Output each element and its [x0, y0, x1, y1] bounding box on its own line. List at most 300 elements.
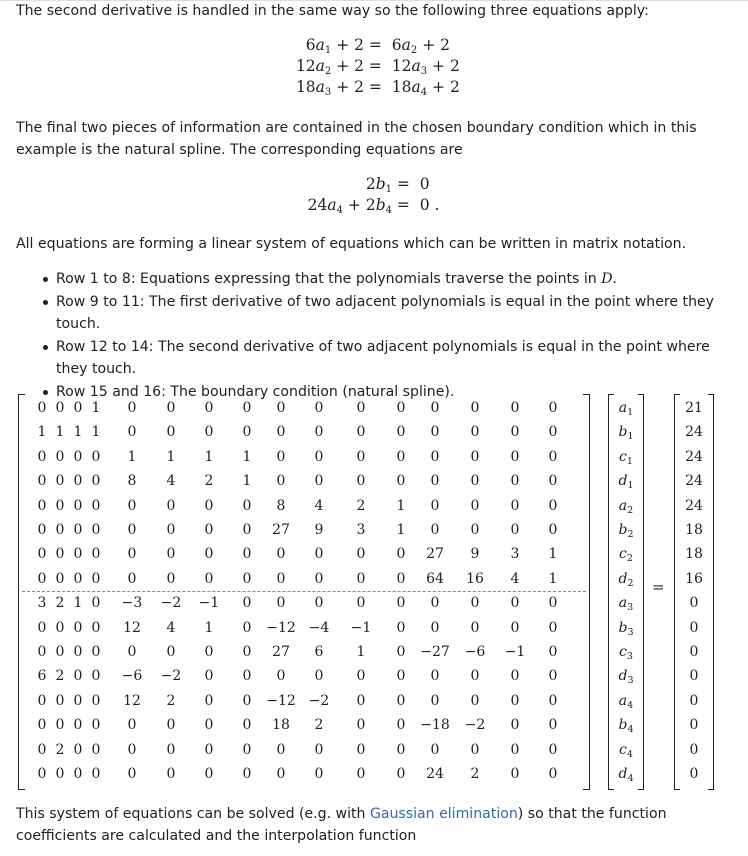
matrix-cell: 0 [242, 400, 252, 416]
matrix-cell: 2 [356, 497, 366, 514]
matrix-cell: −27 [420, 644, 450, 660]
matrix-cell: −2 [160, 668, 182, 685]
matrix-cell: 2 [314, 717, 324, 734]
matrix-cell: 2 [55, 741, 65, 758]
matrix-cell: 0 [396, 619, 406, 636]
matrix-cell: 0 [548, 644, 558, 660]
matrix-cell: 0 [548, 717, 558, 734]
matrix-cell: 0 [91, 668, 101, 685]
second-derivative-equation-3: $18a_3 + 2$ = $18a_4 + 2$ [295, 78, 460, 98]
unknown-b1: $b_1$ [618, 424, 634, 443]
matrix-cell: 0 [204, 497, 214, 514]
matrix-cell: 0 [73, 668, 83, 685]
matrix-cell: 0 [55, 692, 65, 709]
matrix-cell: 0 [91, 448, 101, 465]
matrix-cell: 0 [430, 424, 440, 441]
matrix-cell: 1 [242, 473, 252, 490]
matrix-cell: 0 [37, 741, 47, 758]
matrix-cell: 0 [548, 668, 558, 685]
unknown-b3: $b_3$ [618, 619, 634, 638]
matrix-cell: 0 [314, 766, 324, 782]
unknown-c1: $c_1$ [619, 448, 633, 467]
matrix-cell: 0 [430, 692, 440, 709]
matrix-cell: 0 [91, 692, 101, 709]
unknown-c2: $c_2$ [619, 546, 633, 565]
matrix-cell: 0 [91, 473, 101, 490]
matrix-cell: 0 [166, 546, 176, 563]
rhs-value: 24 [685, 448, 703, 465]
matrix-cell: 3 [356, 522, 366, 538]
matrix-cell: 0 [73, 717, 83, 734]
matrix-cell: 1 [166, 448, 176, 465]
matrix-cell: 0 [356, 668, 366, 685]
matrix-cell: 0 [356, 400, 366, 416]
second-derivative-equations [0, 35, 748, 98]
matrix-cell: 0 [510, 473, 520, 490]
matrix-cell: 0 [242, 766, 252, 782]
unknown-a2: $a_2$ [618, 497, 634, 516]
second-derivative-equation-2: $12a_2 + 2$ = $12a_3 + 2$ [295, 57, 460, 77]
matrix-cell: 0 [91, 644, 101, 660]
unknown-d2: $d_2$ [618, 570, 634, 589]
matrix-cell: 0 [55, 522, 65, 538]
matrix-cell: 0 [430, 497, 440, 514]
row-description-list [40, 268, 720, 403]
matrix-cell: 0 [242, 546, 252, 563]
matrix-cell: 0 [548, 741, 558, 758]
matrix-cell: 0 [548, 448, 558, 465]
matrix-cell: 0 [127, 644, 137, 660]
matrix-cell: 0 [166, 424, 176, 441]
rhs-value: 0 [689, 668, 699, 685]
matrix-cell: 0 [127, 497, 137, 514]
matrix-right-bracket [583, 394, 590, 790]
equals-sign: = [652, 578, 665, 596]
matrix-cell: 0 [470, 473, 480, 490]
matrix-cell: 0 [91, 570, 101, 587]
matrix-cell: 0 [548, 619, 558, 636]
matrix-cell: 0 [204, 546, 214, 563]
matrix-cell: 0 [55, 448, 65, 465]
matrix-cell: 0 [356, 741, 366, 758]
matrix-cell: 6 [37, 668, 47, 685]
matrix-cell: 0 [91, 522, 101, 538]
matrix-cell: 0 [396, 766, 406, 782]
matrix-cell: 0 [91, 766, 101, 782]
matrix-cell: 0 [55, 644, 65, 660]
matrix-cell: 0 [356, 717, 366, 734]
matrix-cell: 0 [242, 522, 252, 538]
matrix-cell: 0 [55, 546, 65, 563]
matrix-cell: 0 [276, 448, 286, 465]
matrix-cell: 1 [548, 570, 558, 587]
matrix-cell: 0 [37, 692, 47, 709]
rhs-value: 0 [689, 644, 699, 660]
matrix-cell: 3 [37, 595, 47, 612]
matrix-cell: 0 [548, 522, 558, 538]
matrix-cell: −6 [121, 668, 143, 685]
matrix-cell: 1 [55, 424, 65, 441]
rhs-value: 0 [689, 595, 699, 612]
matrix-cell: 0 [510, 497, 520, 514]
matrix-cell: 12 [123, 692, 141, 709]
matrix-cell: 0 [276, 424, 286, 441]
matrix-cell: 0 [242, 619, 252, 636]
matrix-cell: 0 [470, 619, 480, 636]
matrix-cell: 0 [314, 448, 324, 465]
matrix-cell: 1 [91, 424, 101, 441]
matrix-cell: 0 [314, 595, 324, 612]
matrix-cell: 0 [204, 570, 214, 587]
matrix-intro: All equations are forming a linear system of equations which can be written in matrix notation. [16, 236, 687, 252]
matrix-cell: 0 [396, 473, 406, 490]
matrix-cell: 0 [356, 766, 366, 782]
rhs-value: 18 [685, 522, 703, 538]
boundary-equations [0, 174, 748, 216]
matrix-cell: 0 [73, 570, 83, 587]
matrix-cell: 0 [55, 766, 65, 782]
matrix-cell: −3 [121, 595, 143, 612]
matrix-cell: 0 [314, 741, 324, 758]
matrix-cell: 2 [204, 473, 214, 490]
matrix-cell: 0 [127, 570, 137, 587]
matrix-cell: 0 [276, 668, 286, 685]
matrix-cell: 0 [37, 497, 47, 514]
matrix-cell: 0 [127, 766, 137, 782]
unknown-a4: $a_4$ [618, 692, 634, 711]
matrix-cell: 1 [127, 448, 137, 465]
matrix-cell: 0 [91, 717, 101, 734]
matrix-cell: 0 [276, 595, 286, 612]
matrix-cell: 9 [314, 522, 324, 538]
matrix-cell: 0 [204, 717, 214, 734]
matrix-cell: 4 [166, 473, 176, 490]
matrix-cell: 0 [73, 473, 83, 490]
matrix-cell: 2 [55, 595, 65, 612]
matrix-cell: 0 [470, 741, 480, 758]
matrix-cell: 0 [356, 570, 366, 587]
matrix-cell: 0 [276, 766, 286, 782]
rhs-vector [674, 394, 714, 788]
matrix-cell: 0 [37, 570, 47, 587]
matrix-cell: 0 [396, 424, 406, 441]
matrix-cell: 0 [37, 400, 47, 416]
bullet-rows-9-11: Row 9 to 11: The first derivative of two adjacent polynomials is equal in the point where they touch. [40, 291, 720, 336]
matrix-cell: 1 [73, 424, 83, 441]
matrix-cell: 0 [396, 400, 406, 416]
matrix-cell: −4 [308, 619, 330, 636]
matrix-cell: 0 [356, 448, 366, 465]
matrix-cell: 6 [314, 644, 324, 660]
matrix-cell: 16 [466, 570, 484, 587]
boundary-equation-1: $2b_1$ = 0 [365, 175, 430, 195]
matrix-cell: 0 [242, 595, 252, 612]
matrix-cell: 0 [91, 497, 101, 514]
matrix-cell: 0 [127, 546, 137, 563]
rhs-value: 24 [685, 497, 703, 514]
rhs-value: 0 [689, 717, 699, 734]
matrix-cell: 0 [204, 400, 214, 416]
matrix-cell: 2 [166, 692, 176, 709]
matrix-cell: 0 [242, 741, 252, 758]
matrix-cell: 0 [314, 424, 324, 441]
matrix-cell: 0 [37, 546, 47, 563]
matrix-cell: 0 [73, 644, 83, 660]
matrix-cell: 0 [548, 424, 558, 441]
matrix-cell: 0 [73, 522, 83, 538]
matrix-cell: 0 [242, 644, 252, 660]
matrix-cell: 0 [276, 473, 286, 490]
matrix-cell: 0 [470, 424, 480, 441]
matrix-cell: 0 [127, 424, 137, 441]
matrix-cell: 0 [276, 400, 286, 416]
matrix-cell: 1 [396, 522, 406, 538]
second-derivative-equation-variable: a [315, 78, 325, 96]
unknown-b4: $b_4$ [618, 717, 634, 736]
matrix-cell: 0 [204, 424, 214, 441]
matrix-cell: 0 [204, 692, 214, 709]
matrix-cell: 0 [242, 570, 252, 587]
unknown-d1: $d_1$ [618, 473, 634, 492]
matrix-cell: 0 [166, 570, 176, 587]
unknown-a1: $a_1$ [618, 400, 634, 418]
matrix-cell: 0 [430, 595, 440, 612]
rhs-value: 0 [689, 619, 699, 636]
matrix-cell: 0 [204, 644, 214, 660]
matrix-cell: 0 [548, 595, 558, 612]
matrix-cell: 0 [510, 741, 520, 758]
matrix-cell: 8 [127, 473, 137, 490]
matrix-cell: 0 [55, 570, 65, 587]
matrix-cell: 1 [91, 400, 101, 416]
matrix-cell: 4 [314, 497, 324, 514]
boundary-equation-variable: b [375, 196, 386, 214]
matrix-cell: 0 [396, 717, 406, 734]
matrix-cell: 0 [91, 619, 101, 636]
matrix-cell: 0 [73, 448, 83, 465]
matrix-cell: 0 [166, 497, 176, 514]
matrix-cell: 64 [426, 570, 444, 587]
matrix-cell: 0 [314, 570, 324, 587]
matrix-cell: 0 [37, 619, 47, 636]
matrix-cell: 0 [548, 692, 558, 709]
matrix-cell: 1 [73, 595, 83, 612]
bullet-rows-1-8: Row 1 to 8: Equations expressing that the polynomials traverse the points in D. [40, 268, 720, 291]
matrix-cell: 0 [91, 741, 101, 758]
matrix-cell: 0 [73, 497, 83, 514]
matrix-cell: 0 [470, 595, 480, 612]
gaussian-elimination-link[interactable]: Gaussian elimination [369, 806, 518, 822]
matrix-cell: 0 [396, 644, 406, 660]
matrix-cell: 0 [396, 741, 406, 758]
bullet-rows-15-16: Row 15 and 16: The boundary condition (natural spline). [40, 381, 720, 404]
matrix-cell: 0 [314, 473, 324, 490]
matrix-cell: 0 [314, 546, 324, 563]
matrix-cell: −1 [198, 595, 220, 612]
matrix-cell: 0 [166, 522, 176, 538]
matrix-cell: 0 [55, 473, 65, 490]
matrix-cell: 0 [548, 497, 558, 514]
matrix-cell: −1 [504, 644, 526, 660]
matrix-cell: 0 [470, 448, 480, 465]
matrix-cell: 0 [510, 692, 520, 709]
matrix-cell: 12 [123, 619, 141, 636]
dataset-symbol: D [601, 271, 613, 287]
matrix-cell: 9 [470, 546, 480, 563]
second-derivative-equation-variable: a [315, 36, 325, 54]
matrix-cell: 27 [272, 522, 290, 538]
matrix-cell: 0 [548, 473, 558, 490]
matrix-cell: 0 [470, 497, 480, 514]
matrix-cell: 0 [37, 473, 47, 490]
matrix-cell: 8 [276, 497, 286, 514]
rhs-value: 18 [685, 546, 703, 563]
matrix-cell: 0 [470, 522, 480, 538]
coefficient-matrix [18, 394, 590, 788]
matrix-cell: 0 [510, 424, 520, 441]
boundary-equation-2: $24a_4 + 2b_4$ = 0 . [307, 196, 440, 216]
matrix-cell: 0 [204, 766, 214, 782]
rhs-value: 16 [685, 570, 703, 587]
matrix-cell: 0 [314, 400, 324, 416]
matrix-cell: −2 [160, 595, 182, 612]
matrix-cell: 0 [73, 692, 83, 709]
unknown-d4: $d_4$ [618, 766, 634, 784]
matrix-cell: 0 [470, 668, 480, 685]
matrix-cell: 0 [242, 424, 252, 441]
matrix-cell: 0 [356, 424, 366, 441]
matrix-cell: 0 [37, 766, 47, 782]
matrix-cell: 0 [356, 595, 366, 612]
matrix-cell: 0 [73, 546, 83, 563]
matrix-cell: 0 [166, 717, 176, 734]
matrix-cell: 0 [396, 595, 406, 612]
second-derivative-equation-variable: a [315, 57, 325, 75]
matrix-cell: 0 [37, 448, 47, 465]
matrix-cell: 0 [396, 668, 406, 685]
matrix-cell: 1 [242, 448, 252, 465]
rhs-value: 21 [685, 400, 703, 416]
matrix-cell: 3 [510, 546, 520, 563]
matrix-cell: 0 [510, 522, 520, 538]
matrix-cell: 0 [55, 717, 65, 734]
matrix-cell: 0 [127, 741, 137, 758]
rhs-value: 24 [685, 424, 703, 441]
matrix-cell: 0 [166, 741, 176, 758]
matrix-cell: 0 [73, 766, 83, 782]
matrix-cell: 0 [356, 473, 366, 490]
matrix-cell: 0 [510, 400, 520, 416]
matrix-cell: 0 [396, 692, 406, 709]
rhs-value: 24 [685, 473, 703, 490]
matrix-cell: 0 [430, 741, 440, 758]
matrix-cell: −2 [464, 717, 486, 734]
matrix-cell: 0 [242, 717, 252, 734]
matrix-cell: 0 [548, 766, 558, 782]
matrix-cell: 0 [276, 741, 286, 758]
matrix-cell: −6 [464, 644, 486, 660]
matrix-cell: 0 [166, 644, 176, 660]
matrix-cell: 4 [510, 570, 520, 587]
matrix-cell: 0 [55, 497, 65, 514]
matrix-cell: 0 [73, 741, 83, 758]
matrix-cell: 0 [396, 546, 406, 563]
matrix-cell: −12 [266, 619, 296, 636]
matrix-cell: 0 [510, 668, 520, 685]
closing-paragraph: This system of equations can be solved (e.g. with Gaussian elimination) so that the function coefficients are calculated and the interpolation function [16, 806, 667, 844]
matrix-cell: 0 [510, 717, 520, 734]
matrix-cell: 0 [242, 497, 252, 514]
matrix-cell: 0 [37, 644, 47, 660]
matrix-cell: 0 [470, 400, 480, 416]
matrix-cell: 0 [242, 668, 252, 685]
matrix-cell: −18 [420, 717, 450, 734]
matrix-cell: 0 [396, 448, 406, 465]
matrix-cell: 0 [91, 595, 101, 612]
unknown-c3: $c_3$ [619, 644, 633, 662]
boundary-equation-variable: b [375, 175, 386, 193]
matrix-cell: 0 [91, 546, 101, 563]
matrix-cell: 1 [204, 448, 214, 465]
matrix-cell: 0 [510, 619, 520, 636]
matrix-cell: 0 [127, 717, 137, 734]
unknown-c4: $c_4$ [619, 741, 633, 760]
matrix-cell: 0 [204, 668, 214, 685]
second-derivative-equation-variable: a [401, 36, 411, 54]
matrix-cell: 0 [204, 522, 214, 538]
matrix-cell: 0 [166, 400, 176, 416]
matrix-cell: 0 [204, 741, 214, 758]
matrix-cell: 0 [510, 595, 520, 612]
matrix-cell: −1 [350, 619, 372, 636]
matrix-cell: 0 [356, 692, 366, 709]
matrix-cell: 0 [430, 668, 440, 685]
unknown-d3: $d_3$ [618, 668, 634, 687]
matrix-cell: 0 [55, 619, 65, 636]
second-derivative-equation-variable: a [411, 57, 421, 75]
second-derivative-equation-variable: a [411, 78, 421, 96]
rhs-value: 0 [689, 741, 699, 758]
matrix-cell: 1 [204, 619, 214, 636]
matrix-cell: −2 [308, 692, 330, 709]
matrix-cell: 24 [426, 766, 444, 782]
matrix-cell: 0 [510, 766, 520, 782]
matrix-cell: 0 [430, 473, 440, 490]
matrix-cell: 1 [548, 546, 558, 563]
matrix-cell: 1 [396, 497, 406, 514]
matrix-cell: 0 [127, 400, 137, 416]
matrix-cell: 0 [276, 570, 286, 587]
matrix-cell: 0 [430, 448, 440, 465]
matrix-cell: 0 [37, 522, 47, 538]
matrix-cell: 0 [166, 766, 176, 782]
matrix-cell: 0 [396, 570, 406, 587]
bullet-rows-12-14: Row 12 to 14: The second derivative of two adjacent polynomials is equal in the point where they touch. [40, 336, 720, 381]
matrix-cell: 0 [430, 400, 440, 416]
matrix-cell: 0 [510, 448, 520, 465]
matrix-cell: 1 [356, 644, 366, 660]
second-derivative-equation-1: $6a_1 + 2$ = $6a_2 + 2$ [305, 36, 450, 56]
boundary-equation-variable: a [327, 196, 337, 214]
matrix-cell: 0 [314, 668, 324, 685]
unknown-b2: $b_2$ [618, 522, 634, 540]
matrix-cell: 0 [55, 400, 65, 416]
matrix-cell: 0 [127, 522, 137, 538]
matrix-cell: 2 [55, 668, 65, 685]
matrix-cell: 27 [426, 546, 444, 563]
matrix-cell: 0 [242, 692, 252, 709]
matrix-cell: 0 [356, 546, 366, 563]
